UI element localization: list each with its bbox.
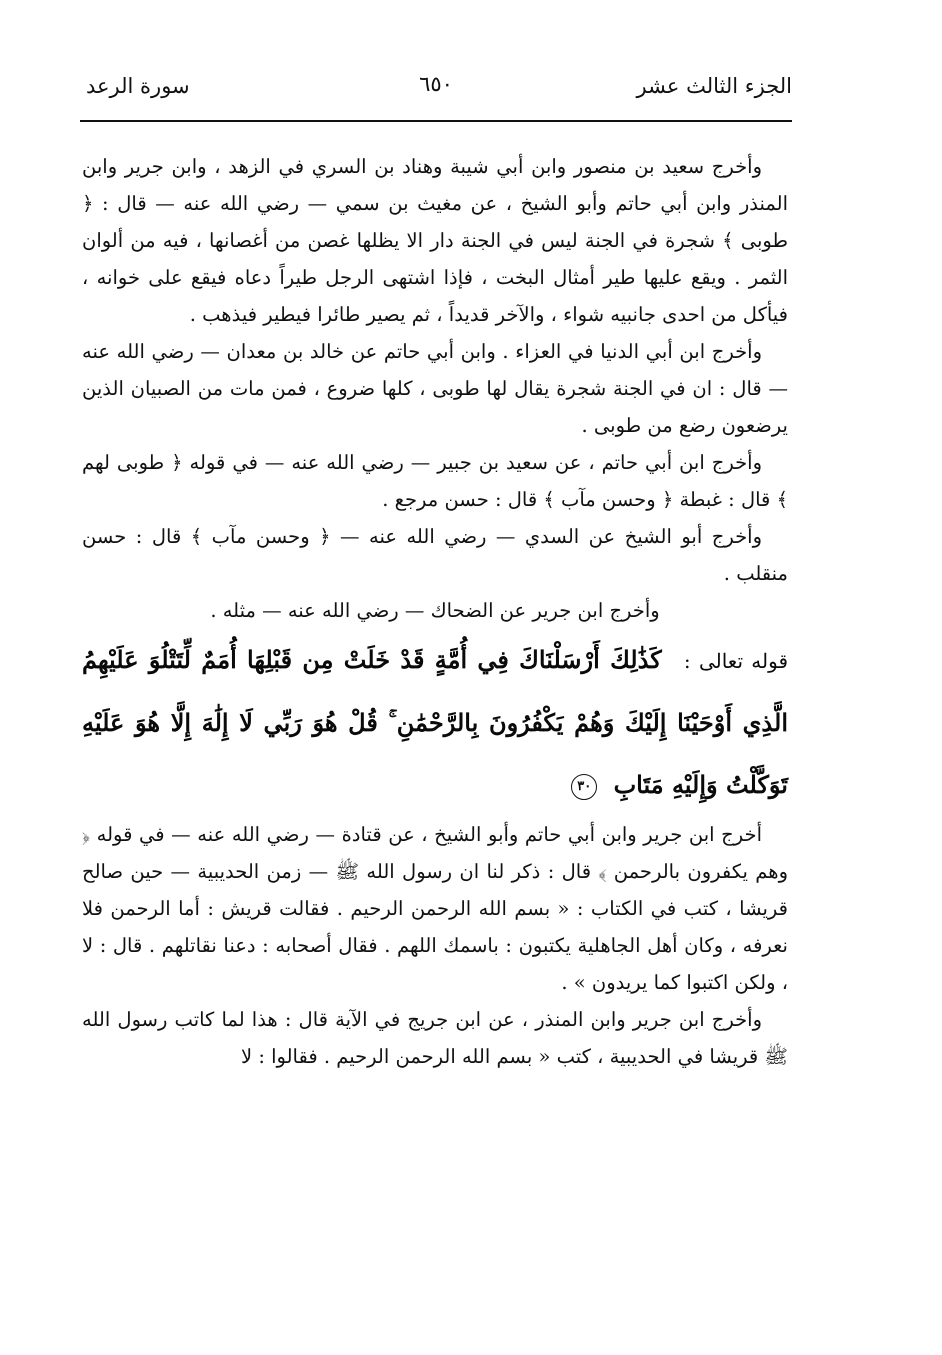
part-title: الجزء الثالث عشر xyxy=(636,74,792,98)
page-body xyxy=(82,148,788,1075)
header-rule xyxy=(80,120,792,122)
paragraph: وأخرج ابن جرير وابن المنذر ، عن ابن جريج في الآية قال : هذا لما كاتب رسول الله ﷺ قريشا في الحديبية ، كتب « بسم الله الرحمن الرحيم . فقالوا : لا xyxy=(82,1008,788,1068)
paragraph: وأخرج أبو الشيخ عن السدي — رضي الله عنه — ﴿ وحسن مآب ﴾ قال : حسن منقلب . xyxy=(82,525,788,585)
paragraph: وأخرج ابن أبي حاتم ، عن سعيد بن جبير — رضي الله عنه — في قوله ﴿ طوبى لهم ﴾ قال : غبطة ﴿ وحسن مآب ﴾ قال : حسن مرجع . xyxy=(82,451,788,511)
surah-title: سورة الرعد xyxy=(86,74,190,98)
verse-number: ٣٠ xyxy=(571,774,597,800)
page-header xyxy=(80,62,792,114)
paragraph: أخرج ابن جرير وابن أبي حاتم وأبو الشيخ ، عن قتادة — رضي الله عنه — في قوله ﴿ وهم يكفرون بالرحمن ﴾ قال : ذكر لنا ان رسول الله ﷺ — زمن الحديبية — حين صالح قريشا ، كتب في الكتاب : « بسم الله الرحمن الرحيم . فقالت قريش : أما الرحمن فلا نعرفه ، وكان أهل الجاهلية يكتبون : باسمك اللهم . فقال أصحابه : دعنا نقاتلهم . قال : لا ، ولكن اكتبوا كما يريدون » . xyxy=(82,823,788,994)
verse-text: كَذَٰلِكَ أَرْسَلْنَاكَ فِي أُمَّةٍ قَدْ خَلَتْ مِن قَبْلِهَا أُمَمٌ لِّتَتْلُوَ عَلَيْهِمُ الَّذِي أَوْحَيْنَا إِلَيْكَ وَهُمْ يَكْفُرُونَ بِالرَّحْمَٰنِ ۚ قُلْ هُوَ رَبِّي لَا إِلَٰهَ إِلَّا هُوَ عَلَيْهِ تَوَكَّلْتُ وَإِلَيْهِ مَتَابِ xyxy=(82,645,788,799)
page-number: ٦٥٠ xyxy=(419,72,453,96)
quran-verse xyxy=(82,629,788,816)
verse-lead: قوله تعالى : xyxy=(683,649,789,673)
paragraph: وأخرج ابن أبي الدنيا في العزاء . وابن أبي حاتم عن خالد بن معدان — رضي الله عنه — قال : ان في الجنة شجرة يقال لها طوبى ، كلها ضروع ، فمن مات من الصبيان الذين يرضعون رضع من طوبى . xyxy=(82,340,788,437)
paragraph: وأخرج ابن جرير عن الضحاك — رضي الله عنه — مثله . xyxy=(210,599,660,622)
paragraph: وأخرج سعيد بن منصور وابن أبي شيبة وهناد بن السري في الزهد ، وابن جرير وابن المنذر وابن أبي حاتم وأبو الشيخ ، عن مغيث بن سمي — رضي الله عنه — قال : ﴿ طوبى ﴾ شجرة في الجنة ليس في الجنة دار الا يظلها غصن من أغصانها ، فيه من ألوان الثمر . ويقع عليها طير أمثال البخت ، فإذا اشتهى الرجل طيراً دعاه فيقع على خوانه ، فيأكل من احدى جانبيه شواء ، والآخر قديداً ، ثم يصير طائرا فيطير فيذهب . xyxy=(82,155,788,326)
